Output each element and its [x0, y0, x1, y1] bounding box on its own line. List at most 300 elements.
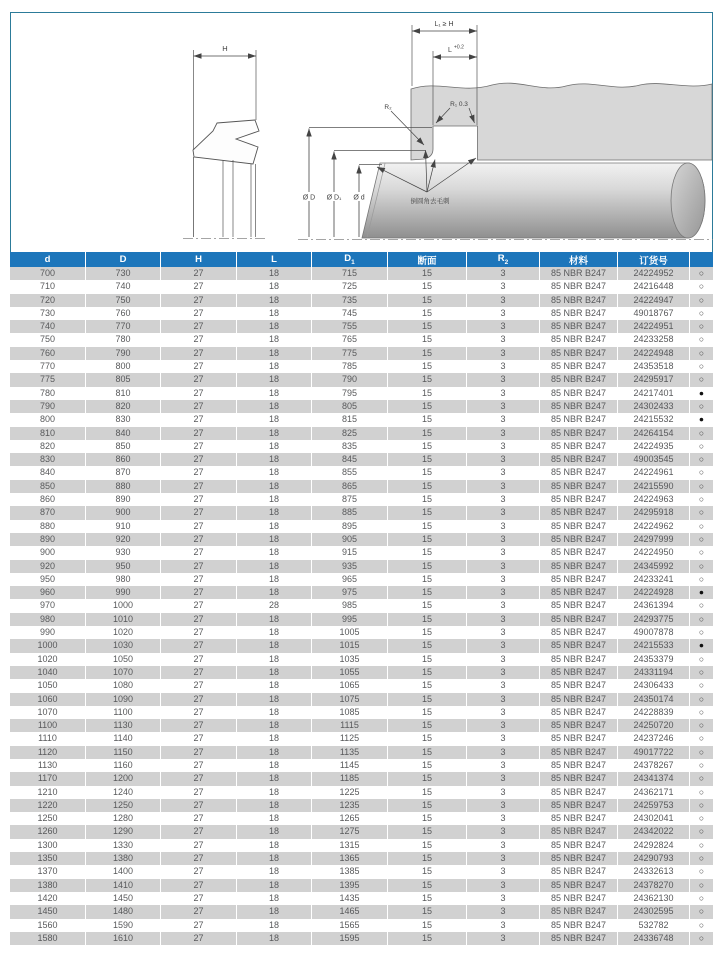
table-cell: 27: [161, 879, 237, 892]
table-cell: 1170: [10, 772, 86, 785]
table-cell: 85 NBR B247: [540, 626, 618, 639]
availability-indicator: ○: [690, 706, 713, 719]
table-cell: 1120: [10, 746, 86, 759]
table-cell: 85 NBR B247: [540, 427, 618, 440]
table-cell: 3: [467, 772, 540, 785]
table-cell: 1070: [86, 666, 161, 679]
table-cell: 3: [467, 466, 540, 479]
table-cell: 18: [237, 905, 312, 918]
table-cell: 800: [86, 360, 161, 373]
table-cell: 15: [388, 812, 467, 825]
table-cell: 1110: [10, 732, 86, 745]
table-cell: 3: [467, 506, 540, 519]
table-cell: 3: [467, 706, 540, 719]
table-cell: 18: [237, 413, 312, 426]
table-cell: 15: [388, 892, 467, 905]
table-row: [10, 759, 713, 772]
availability-indicator: ○: [690, 506, 713, 519]
table-cell: 18: [237, 719, 312, 732]
table-cell: 1560: [10, 919, 86, 932]
column-header: 断面: [388, 252, 467, 267]
table-cell: 18: [237, 347, 312, 360]
table-cell: 85 NBR B247: [540, 639, 618, 652]
table-row: [10, 480, 713, 493]
installation-drawing: [298, 21, 713, 240]
table-cell: 990: [10, 626, 86, 639]
table-cell: 18: [237, 294, 312, 307]
table-cell: 15: [388, 919, 467, 932]
table-cell: 85 NBR B247: [540, 666, 618, 679]
table-cell: 27: [161, 387, 237, 400]
table-cell: 18: [237, 919, 312, 932]
availability-indicator: ○: [690, 427, 713, 440]
availability-indicator: ○: [690, 865, 713, 878]
table-cell: 27: [161, 347, 237, 360]
table-cell: 3: [467, 865, 540, 878]
table-cell: 3: [467, 347, 540, 360]
availability-indicator: ●: [690, 639, 713, 652]
table-cell: 720: [10, 294, 86, 307]
table-cell: 1130: [10, 759, 86, 772]
table-cell: 1010: [86, 613, 161, 626]
table-row: [10, 613, 713, 626]
table-cell: 85 NBR B247: [540, 825, 618, 838]
table-cell: 1070: [10, 706, 86, 719]
table-cell: 24224962: [618, 520, 690, 533]
availability-indicator: ○: [690, 919, 713, 932]
table-row: [10, 267, 713, 280]
table-cell: 15: [388, 546, 467, 559]
table-cell: 830: [10, 453, 86, 466]
availability-indicator: ○: [690, 732, 713, 745]
table-cell: 27: [161, 520, 237, 533]
table-cell: 3: [467, 480, 540, 493]
deburr-note-label: 倒圆角去毛刺: [410, 198, 450, 205]
table-cell: 24341374: [618, 772, 690, 785]
table-cell: 85 NBR B247: [540, 892, 618, 905]
availability-indicator: ○: [690, 932, 713, 945]
table-row: [10, 639, 713, 652]
table-cell: 890: [10, 533, 86, 546]
table-cell: 85 NBR B247: [540, 400, 618, 413]
rod-end-cap: [671, 163, 705, 238]
table-cell: 24332613: [618, 865, 690, 878]
column-header: $R_2$: [467, 252, 540, 267]
table-cell: 18: [237, 839, 312, 852]
table-cell: 3: [467, 546, 540, 559]
table-cell: 1400: [86, 865, 161, 878]
table-cell: 1260: [10, 825, 86, 838]
table-cell: 85 NBR B247: [540, 466, 618, 479]
table-cell: 15: [388, 679, 467, 692]
table-cell: 1480: [86, 905, 161, 918]
table-cell: 3: [467, 786, 540, 799]
table-cell: 24302041: [618, 812, 690, 825]
table-cell: 950: [86, 560, 161, 573]
table-cell: 875: [312, 493, 388, 506]
table-cell: 27: [161, 586, 237, 599]
table-row: [10, 865, 713, 878]
table-cell: 85 NBR B247: [540, 746, 618, 759]
availability-indicator: ○: [690, 307, 713, 320]
availability-indicator: ○: [690, 613, 713, 626]
availability-indicator: ○: [690, 719, 713, 732]
availability-indicator: ○: [690, 786, 713, 799]
table-cell: 27: [161, 267, 237, 280]
availability-indicator: ○: [690, 905, 713, 918]
column-header: [690, 252, 713, 267]
table-cell: 15: [388, 413, 467, 426]
table-cell: 3: [467, 626, 540, 639]
table-cell: 1060: [10, 693, 86, 706]
table-cell: 810: [86, 387, 161, 400]
table-cell: 730: [10, 307, 86, 320]
table-cell: 15: [388, 786, 467, 799]
table-cell: 24224963: [618, 493, 690, 506]
table-cell: 1290: [86, 825, 161, 838]
table-cell: 1265: [312, 812, 388, 825]
table-cell: 24264154: [618, 427, 690, 440]
dim-label-l-tolerance: +0.2: [454, 44, 464, 51]
table-cell: 1210: [10, 786, 86, 799]
table-cell: 532782: [618, 919, 690, 932]
column-header: $D_1$: [312, 252, 388, 267]
table-cell: 15: [388, 440, 467, 453]
table-cell: 1450: [86, 892, 161, 905]
table-cell: 1370: [10, 865, 86, 878]
table-cell: 1145: [312, 759, 388, 772]
table-row: [10, 852, 713, 865]
table-cell: 1595: [312, 932, 388, 945]
table-cell: 770: [86, 320, 161, 333]
table-cell: 24224950: [618, 546, 690, 559]
table-cell: 1050: [10, 679, 86, 692]
table-row: [10, 693, 713, 706]
table-cell: 1565: [312, 919, 388, 932]
table-row: [10, 466, 713, 479]
dim-label-r1: R₁ 0.3: [450, 101, 468, 108]
table-cell: 815: [312, 413, 388, 426]
table-cell: 850: [10, 480, 86, 493]
table-cell: 24336748: [618, 932, 690, 945]
table-row: [10, 506, 713, 519]
availability-indicator: ○: [690, 666, 713, 679]
table-cell: 825: [312, 427, 388, 440]
table-cell: 85 NBR B247: [540, 839, 618, 852]
table-cell: 18: [237, 759, 312, 772]
table-cell: 850: [86, 440, 161, 453]
table-cell: 27: [161, 573, 237, 586]
table-cell: 85 NBR B247: [540, 706, 618, 719]
table-cell: 700: [10, 267, 86, 280]
table-cell: 24292824: [618, 839, 690, 852]
table-cell: 15: [388, 639, 467, 652]
table-cell: 27: [161, 719, 237, 732]
table-row: [10, 746, 713, 759]
table-cell: 1020: [10, 653, 86, 666]
table-cell: 3: [467, 905, 540, 918]
availability-indicator: ○: [690, 799, 713, 812]
table-cell: 85 NBR B247: [540, 653, 618, 666]
table-row: [10, 573, 713, 586]
availability-indicator: ○: [690, 360, 713, 373]
table-row: [10, 825, 713, 838]
table-cell: 800: [10, 413, 86, 426]
table-cell: 3: [467, 852, 540, 865]
table-cell: 18: [237, 427, 312, 440]
availability-indicator: ●: [690, 586, 713, 599]
table-cell: 855: [312, 466, 388, 479]
table-row: [10, 732, 713, 745]
table-cell: 15: [388, 865, 467, 878]
table-row: [10, 905, 713, 918]
table-cell: 18: [237, 932, 312, 945]
table-cell: 18: [237, 280, 312, 293]
table-cell: 785: [312, 360, 388, 373]
table-cell: 15: [388, 493, 467, 506]
table-cell: 18: [237, 573, 312, 586]
table-cell: 18: [237, 786, 312, 799]
table-cell: 24224951: [618, 320, 690, 333]
table-cell: 710: [10, 280, 86, 293]
table-cell: 1080: [86, 679, 161, 692]
table-cell: 790: [86, 347, 161, 360]
table-cell: 950: [10, 573, 86, 586]
table-cell: 27: [161, 626, 237, 639]
table-cell: 15: [388, 373, 467, 386]
table-cell: 3: [467, 719, 540, 732]
table-cell: 27: [161, 560, 237, 573]
table-cell: 990: [86, 586, 161, 599]
table-cell: 930: [86, 546, 161, 559]
table-cell: 860: [10, 493, 86, 506]
table-cell: 15: [388, 267, 467, 280]
table-cell: 18: [237, 706, 312, 719]
table-cell: 85 NBR B247: [540, 560, 618, 573]
table-cell: 985: [312, 599, 388, 612]
table-cell: 85 NBR B247: [540, 347, 618, 360]
table-body: [10, 267, 713, 945]
table-cell: 1590: [86, 919, 161, 932]
table-cell: 24362171: [618, 786, 690, 799]
table-cell: 3: [467, 360, 540, 373]
table-cell: 15: [388, 799, 467, 812]
availability-indicator: ○: [690, 653, 713, 666]
table-cell: 27: [161, 799, 237, 812]
table-cell: 1030: [86, 639, 161, 652]
table-cell: 27: [161, 865, 237, 878]
table-cell: 3: [467, 799, 540, 812]
availability-indicator: ○: [690, 533, 713, 546]
table-cell: 85 NBR B247: [540, 879, 618, 892]
table-cell: 3: [467, 307, 540, 320]
table-row: [10, 932, 713, 945]
table-cell: 27: [161, 905, 237, 918]
availability-indicator: ○: [690, 759, 713, 772]
table-cell: 1135: [312, 746, 388, 759]
availability-indicator: ○: [690, 812, 713, 825]
table-cell: 1040: [10, 666, 86, 679]
table-cell: 3: [467, 533, 540, 546]
table-cell: 3: [467, 666, 540, 679]
table-cell: 27: [161, 440, 237, 453]
table-cell: 905: [312, 533, 388, 546]
availability-indicator: ○: [690, 626, 713, 639]
table-cell: 1020: [86, 626, 161, 639]
table-cell: 85 NBR B247: [540, 573, 618, 586]
table-cell: 880: [10, 520, 86, 533]
table-cell: 885: [312, 506, 388, 519]
table-cell: 27: [161, 839, 237, 852]
table-cell: 1065: [312, 679, 388, 692]
table-cell: 24215532: [618, 413, 690, 426]
table-cell: 780: [86, 333, 161, 346]
table-cell: 85 NBR B247: [540, 453, 618, 466]
table-row: [10, 812, 713, 825]
table-cell: 15: [388, 586, 467, 599]
dim-label-dia-D1: Ø D₁: [326, 194, 342, 202]
table-cell: 24378270: [618, 879, 690, 892]
table-cell: 15: [388, 626, 467, 639]
table-cell: 24224947: [618, 294, 690, 307]
table-cell: 15: [388, 825, 467, 838]
availability-indicator: ○: [690, 453, 713, 466]
table-cell: 24331194: [618, 666, 690, 679]
table-cell: 85 NBR B247: [540, 772, 618, 785]
table-row: [10, 666, 713, 679]
table-cell: 3: [467, 693, 540, 706]
table-cell: 3: [467, 333, 540, 346]
table-cell: 3: [467, 294, 540, 307]
availability-indicator: ○: [690, 573, 713, 586]
table-cell: 24217401: [618, 387, 690, 400]
availability-indicator: ○: [690, 839, 713, 852]
table-cell: 85 NBR B247: [540, 852, 618, 865]
table-row: [10, 599, 713, 612]
table-cell: 3: [467, 267, 540, 280]
table-cell: 15: [388, 453, 467, 466]
table-cell: 1435: [312, 892, 388, 905]
table-cell: 85 NBR B247: [540, 759, 618, 772]
table-cell: 1075: [312, 693, 388, 706]
table-cell: 15: [388, 280, 467, 293]
table-cell: 18: [237, 320, 312, 333]
table-row: [10, 387, 713, 400]
table-cell: 15: [388, 294, 467, 307]
table-cell: 15: [388, 560, 467, 573]
table-cell: 27: [161, 932, 237, 945]
table-cell: 24353518: [618, 360, 690, 373]
table-cell: 15: [388, 400, 467, 413]
table-cell: 840: [86, 427, 161, 440]
table-cell: 870: [86, 466, 161, 479]
table-cell: 1115: [312, 719, 388, 732]
availability-indicator: ○: [690, 294, 713, 307]
table-cell: 27: [161, 320, 237, 333]
table-cell: 3: [467, 493, 540, 506]
table-cell: 3: [467, 373, 540, 386]
table-cell: 830: [86, 413, 161, 426]
table-row: [10, 360, 713, 373]
table-cell: 1235: [312, 799, 388, 812]
table-cell: 85 NBR B247: [540, 360, 618, 373]
table-cell: 3: [467, 453, 540, 466]
table-cell: 1000: [10, 639, 86, 652]
table-cell: 15: [388, 746, 467, 759]
table-cell: 15: [388, 772, 467, 785]
availability-indicator: ○: [690, 879, 713, 892]
table-cell: 775: [10, 373, 86, 386]
table-cell: 18: [237, 493, 312, 506]
table-cell: 18: [237, 360, 312, 373]
table-cell: 18: [237, 453, 312, 466]
table-cell: 755: [312, 320, 388, 333]
table-cell: 27: [161, 480, 237, 493]
table-row: [10, 520, 713, 533]
table-cell: 85 NBR B247: [540, 586, 618, 599]
table-cell: 3: [467, 759, 540, 772]
table-cell: 18: [237, 626, 312, 639]
table-cell: 1035: [312, 653, 388, 666]
table-cell: 760: [10, 347, 86, 360]
table-cell: 18: [237, 825, 312, 838]
table-cell: 85 NBR B247: [540, 506, 618, 519]
table-cell: 24378267: [618, 759, 690, 772]
housing-block: [411, 83, 712, 160]
table-cell: 1005: [312, 626, 388, 639]
table-row: [10, 919, 713, 932]
table-cell: 1380: [86, 852, 161, 865]
table-row: [10, 373, 713, 386]
table-cell: 790: [10, 400, 86, 413]
table-cell: 18: [237, 307, 312, 320]
availability-indicator: ●: [690, 387, 713, 400]
table-cell: 27: [161, 919, 237, 932]
table-cell: 1220: [10, 799, 86, 812]
table-row: [10, 679, 713, 692]
table-cell: 18: [237, 333, 312, 346]
table-cell: 85 NBR B247: [540, 333, 618, 346]
table-cell: 18: [237, 480, 312, 493]
table-row: [10, 307, 713, 320]
table-cell: 28: [237, 599, 312, 612]
table-cell: 15: [388, 932, 467, 945]
table-cell: 85 NBR B247: [540, 905, 618, 918]
table-row: [10, 706, 713, 719]
table-cell: 27: [161, 466, 237, 479]
table-cell: 15: [388, 879, 467, 892]
table-cell: 3: [467, 679, 540, 692]
table-cell: 24224935: [618, 440, 690, 453]
table-cell: 3: [467, 560, 540, 573]
seal-profile-outline: [193, 120, 259, 164]
availability-indicator: ○: [690, 493, 713, 506]
table-cell: 3: [467, 613, 540, 626]
table-row: [10, 320, 713, 333]
availability-indicator: ○: [690, 466, 713, 479]
column-header: D: [86, 252, 161, 267]
availability-indicator: ○: [690, 347, 713, 360]
table-cell: 3: [467, 839, 540, 852]
table-cell: 49018767: [618, 307, 690, 320]
table-cell: 3: [467, 427, 540, 440]
table-cell: 85 NBR B247: [540, 387, 618, 400]
table-cell: 835: [312, 440, 388, 453]
table-row: [10, 413, 713, 426]
availability-indicator: ○: [690, 320, 713, 333]
table-cell: 15: [388, 480, 467, 493]
table-cell: 725: [312, 280, 388, 293]
